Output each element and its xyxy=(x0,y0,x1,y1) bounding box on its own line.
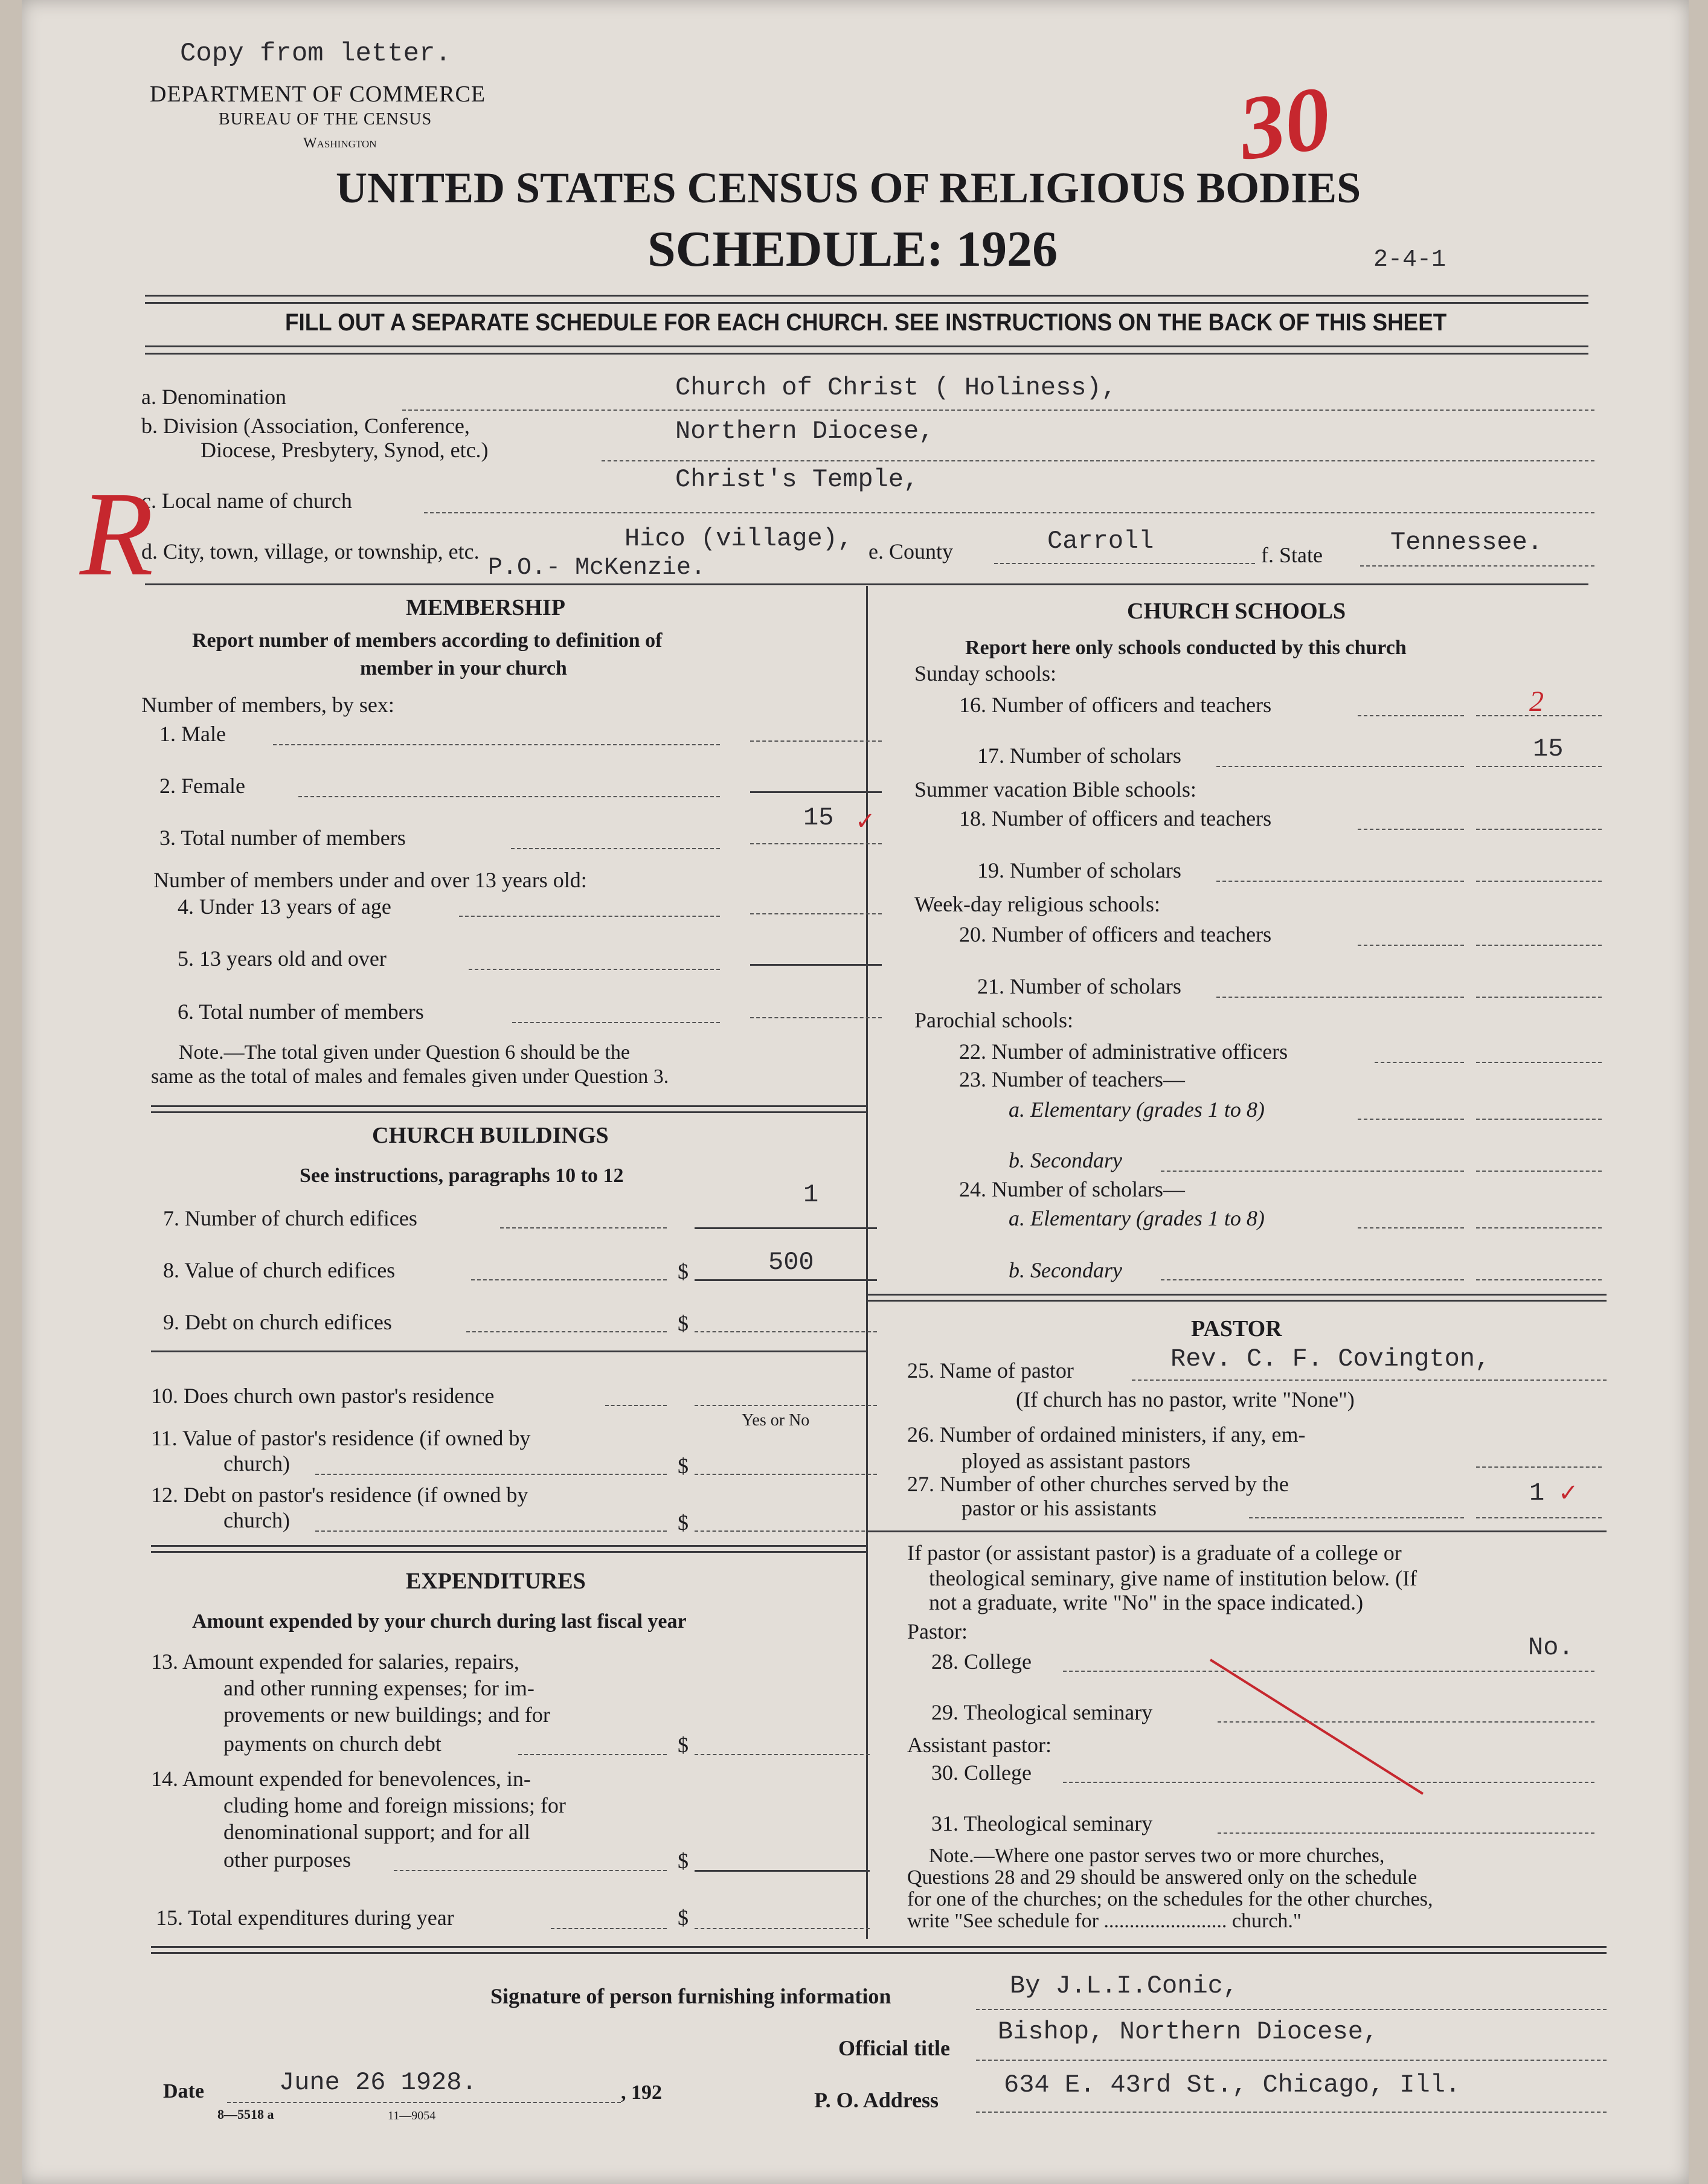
membership-note-1: Note.—The total given under Question 6 should be the xyxy=(179,1041,630,1064)
division-label-line2: Diocese, Presbytery, Synod, etc.) xyxy=(201,438,489,462)
schedule-code: 2-4-1 xyxy=(1373,246,1446,274)
q24-label: 24. Number of scholars— xyxy=(959,1177,1185,1201)
q7-label: 7. Number of church edifices xyxy=(163,1206,417,1230)
q26-label-1: 26. Number of ordained ministers, if any, em- xyxy=(907,1422,1306,1447)
q25-value[interactable]: Rev. C. F. Covington, xyxy=(1170,1344,1491,1373)
red-handwritten-number: 30 xyxy=(1233,67,1337,179)
expenditures-intro: Amount expended by your church during last fiscal year xyxy=(192,1610,687,1633)
q13-label-3: provements or new buildings; and for xyxy=(223,1703,550,1727)
q23a-label: a. Elementary (grades 1 to 8) xyxy=(1009,1097,1265,1122)
by-age-label: Number of members under and over 13 years old: xyxy=(153,868,587,892)
graduate-instruction-3: not a graduate, write "No" in the space indicated.) xyxy=(929,1590,1364,1614)
red-check-mark-2: ✓ xyxy=(1558,1479,1579,1506)
q12-dollar: $ xyxy=(678,1511,689,1535)
bureau-name: BUREAU OF THE CENSUS xyxy=(219,110,432,129)
red-r-mark: R xyxy=(80,467,154,601)
red-check-mark: ✓ xyxy=(855,808,876,835)
date-value[interactable]: June 26 1928. xyxy=(279,2068,477,2097)
q24b-label: b. Secondary xyxy=(1009,1258,1122,1282)
q4-label: 4. Under 13 years of age xyxy=(178,894,391,919)
parochial-schools-label: Parochial schools: xyxy=(914,1008,1073,1032)
yes-no-hint: Yes or No xyxy=(742,1411,810,1430)
q17-label: 17. Number of scholars xyxy=(977,744,1181,768)
print-number: 11—9054 xyxy=(388,2109,436,2122)
state-value[interactable]: Tennessee. xyxy=(1390,528,1543,557)
q3-label: 3. Total number of members xyxy=(159,826,406,850)
q5-label: 5. 13 years old and over xyxy=(178,946,387,971)
q12-label-1: 12. Debt on pastor's residence (if owned by xyxy=(151,1483,528,1507)
q8-dollar: $ xyxy=(678,1259,689,1283)
membership-intro-2: member in your church xyxy=(360,657,567,679)
q27-label-2: pastor or his assistants xyxy=(962,1496,1157,1520)
membership-intro-1: Report number of members according to definition of xyxy=(192,629,663,652)
q6-label: 6. Total number of members xyxy=(178,1000,424,1024)
pastor-note-2: Questions 28 and 29 should be answered only on the schedule xyxy=(907,1866,1417,1889)
q17-value[interactable]: 15 xyxy=(1533,734,1564,763)
q14-label-2: cluding home and foreign missions; for xyxy=(223,1793,566,1817)
state-label: f. State xyxy=(1261,543,1323,567)
q11-dollar: $ xyxy=(678,1454,689,1478)
q20-label: 20. Number of officers and teachers xyxy=(959,922,1272,946)
pastor-note-4: write "See schedule for ........................ church." xyxy=(907,1910,1302,1932)
q21-label: 21. Number of scholars xyxy=(977,974,1181,998)
form-number: 8—5518 a xyxy=(217,2107,274,2122)
pastor-subheading: Pastor: xyxy=(907,1619,968,1643)
county-value[interactable]: Carroll xyxy=(1047,527,1154,556)
division-label-line1: b. Division (Association, Conference, xyxy=(141,414,470,438)
q19-label: 19. Number of scholars xyxy=(977,858,1181,882)
q28-label: 28. College xyxy=(931,1649,1032,1674)
graduate-instruction-1: If pastor (or assistant pastor) is a graduate of a college or xyxy=(907,1541,1402,1565)
q8-value[interactable]: 500 xyxy=(768,1248,814,1277)
q27-value[interactable]: 1 xyxy=(1529,1479,1545,1508)
q9-label: 9. Debt on church edifices xyxy=(163,1310,392,1334)
q29-label: 29. Theological seminary xyxy=(931,1700,1153,1724)
form-title: UNITED STATES CENSUS OF RELIGIOUS BODIES xyxy=(336,164,1361,212)
q28-value[interactable]: No. xyxy=(1528,1633,1574,1662)
pastor-note-1: Note.—Where one pastor serves two or more churches, xyxy=(929,1845,1385,1867)
local-name-label: c. Local name of church xyxy=(141,489,352,513)
city-name: Washington xyxy=(303,135,377,151)
pastor-note-3: for one of the churches; on the schedules for the other churches, xyxy=(907,1888,1433,1910)
q16-label: 16. Number of officers and teachers xyxy=(959,693,1272,717)
city-label: d. City, town, village, or township, etc. xyxy=(141,539,480,564)
city-value[interactable]: Hico (village), xyxy=(624,524,853,553)
membership-note-2: same as the total of males and females given under Question 3. xyxy=(151,1065,669,1088)
instruction-banner: FILL OUT A SEPARATE SCHEDULE FOR EACH CHURCH. SEE INSTRUCTIONS ON THE BACK OF THIS SHEET xyxy=(285,309,1447,336)
q31-label: 31. Theological seminary xyxy=(931,1811,1153,1836)
official-title-label: Official title xyxy=(838,2036,950,2060)
q22-label: 22. Number of administrative officers xyxy=(959,1039,1288,1064)
date-year-suffix: , 192 xyxy=(621,2081,662,2104)
schedule-title: SCHEDULE: 1926 xyxy=(647,221,1058,277)
q13-dollar: $ xyxy=(678,1733,689,1757)
signature-label: Signature of person furnishing information xyxy=(490,1984,891,2008)
q23b-label: b. Secondary xyxy=(1009,1148,1122,1172)
q9-dollar: $ xyxy=(678,1311,689,1335)
q30-label: 30. College xyxy=(931,1761,1032,1785)
q15-label: 15. Total expenditures during year xyxy=(156,1906,454,1930)
q13-label-2: and other running expenses; for im- xyxy=(223,1676,535,1700)
assistant-subheading: Assistant pastor: xyxy=(907,1733,1051,1757)
q14-label-1: 14. Amount expended for benevolences, in- xyxy=(151,1767,531,1791)
q18-label: 18. Number of officers and teachers xyxy=(959,806,1272,830)
date-label: Date xyxy=(163,2080,204,2102)
by-sex-label: Number of members, by sex: xyxy=(141,693,394,717)
po-value[interactable]: P.O.- McKenzie. xyxy=(488,554,706,582)
schools-title: CHURCH SCHOOLS xyxy=(1127,599,1346,624)
q14-label-4: other purposes xyxy=(223,1848,351,1872)
q2-label: 2. Female xyxy=(159,774,245,798)
graduate-instruction-2: theological seminary, give name of institution below. (If xyxy=(929,1566,1417,1590)
copy-note: Copy from letter. xyxy=(180,39,451,69)
q11-label-1: 11. Value of pastor's residence (if owned by xyxy=(151,1426,531,1450)
q12-label-2: church) xyxy=(223,1508,290,1532)
q11-label-2: church) xyxy=(223,1451,290,1476)
signature-value[interactable]: By J.L.I.Conic, xyxy=(1010,1971,1239,2000)
sunday-schools-label: Sunday schools: xyxy=(914,661,1057,686)
weekday-schools-label: Week-day religious schools: xyxy=(914,892,1161,916)
census-form-page xyxy=(22,0,1689,2184)
po-address-label: P. O. Address xyxy=(814,2088,939,2112)
division-value[interactable]: Northern Diocese, xyxy=(675,417,934,446)
q25-note: (If church has no pastor, write "None") xyxy=(1016,1387,1355,1412)
q26-label-2: ployed as assistant pastors xyxy=(962,1449,1190,1473)
q14-label-3: denominational support; and for all xyxy=(223,1820,530,1844)
q15-dollar: $ xyxy=(678,1906,689,1930)
q24a-label: a. Elementary (grades 1 to 8) xyxy=(1009,1206,1265,1230)
q23-label: 23. Number of teachers— xyxy=(959,1067,1185,1091)
schools-intro: Report here only schools conducted by this church xyxy=(965,637,1407,659)
q1-label: 1. Male xyxy=(159,722,226,746)
q16-value[interactable]: 2 xyxy=(1529,686,1544,718)
summer-schools-label: Summer vacation Bible schools: xyxy=(914,777,1196,801)
pastor-title: PASTOR xyxy=(1191,1316,1282,1341)
denomination-value[interactable]: Church of Christ ( Holiness), xyxy=(675,373,1117,402)
q13-label-4: payments on church debt xyxy=(223,1732,441,1756)
department-name: DEPARTMENT OF COMMERCE xyxy=(150,82,486,107)
red-strike-line xyxy=(1206,1655,1435,1800)
expenditures-title: EXPENDITURES xyxy=(406,1569,586,1594)
buildings-intro: See instructions, paragraphs 10 to 12 xyxy=(300,1164,624,1187)
po-address-value[interactable]: 634 E. 43rd St., Chicago, Ill. xyxy=(1004,2070,1461,2099)
q27-label-1: 27. Number of other churches served by the xyxy=(907,1472,1289,1496)
q25-label: 25. Name of pastor xyxy=(907,1358,1074,1383)
official-title-value[interactable]: Bishop, Northern Diocese, xyxy=(998,2017,1379,2046)
q8-label: 8. Value of church edifices xyxy=(163,1258,396,1282)
denomination-label: a. Denomination xyxy=(141,385,286,409)
buildings-title: CHURCH BUILDINGS xyxy=(372,1123,609,1148)
q3-value[interactable]: 15 xyxy=(803,803,834,832)
q10-label: 10. Does church own pastor's residence xyxy=(151,1384,495,1408)
q14-dollar: $ xyxy=(678,1849,689,1873)
local-name-value[interactable]: Christ's Temple, xyxy=(675,465,919,494)
membership-title: MEMBERSHIP xyxy=(406,595,565,620)
q13-label-1: 13. Amount expended for salaries, repairs, xyxy=(151,1649,519,1674)
q7-value[interactable]: 1 xyxy=(803,1180,819,1209)
county-label: e. County xyxy=(868,539,953,564)
